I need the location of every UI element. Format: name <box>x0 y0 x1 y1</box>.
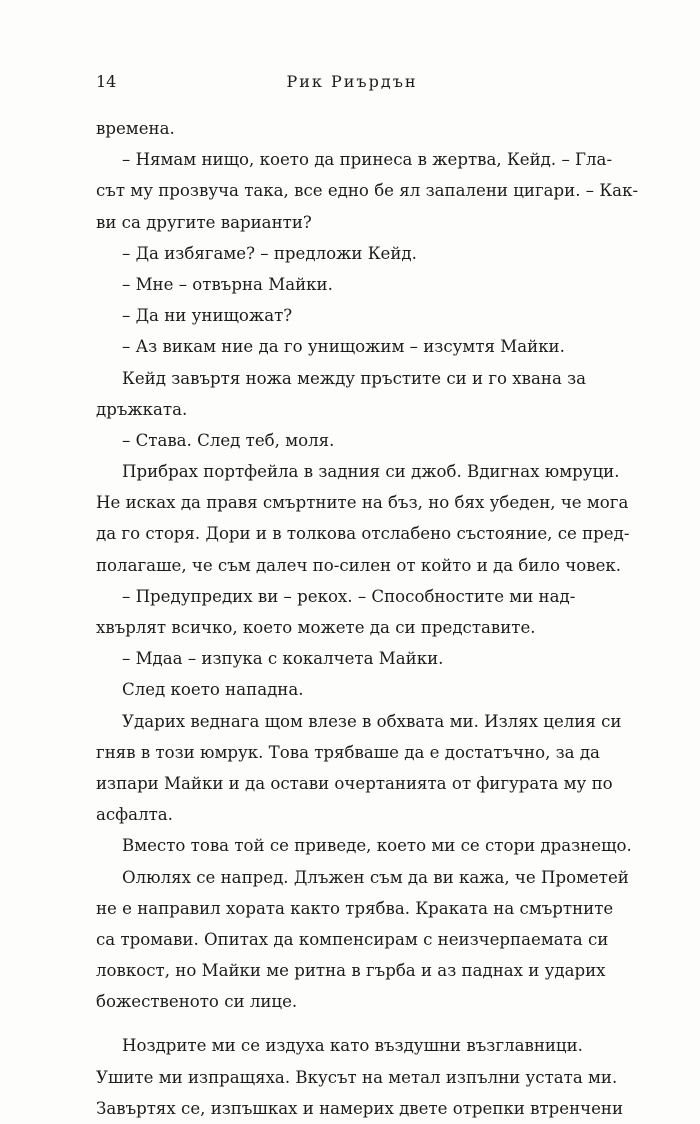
body-text <box>96 113 639 1124</box>
text-line: сът му прозвуча така, все едно бе ял запалени цигари. – Как- <box>96 181 639 201</box>
running-title: Рик Риърдън <box>286 72 418 91</box>
text-line: Прибрах портфейла в задния си джоб. Вдигнах юмруци. <box>122 462 620 482</box>
text-line: времена. <box>96 119 175 138</box>
text-line: ви са другите варианти? <box>96 212 312 232</box>
text-line: – Мдаа – изпука с кокалчета Майки. <box>122 649 444 669</box>
text-line: – Предупредих ви – рекох. – Способностите ми над- <box>122 586 576 606</box>
text-line: асфалта. <box>96 805 173 825</box>
text-line: хвърлят всичко, което можете да си представите. <box>96 618 536 637</box>
text-line: божественото си лице. <box>96 992 298 1012</box>
text-line: гняв в този юмрук. Това трябваше да е достатъчно, за да <box>96 742 600 762</box>
text-line: – Нямам нищо, което да принеса в жертва, Кейд. – Гла- <box>122 150 613 170</box>
page-header <box>96 72 608 96</box>
text-line: Не исках да правя смъртните на бъз, но бях убеден, че мога <box>96 493 629 513</box>
text-line: Ушите ми изпращяха. Вкусът на метал изпълни устата ми. <box>96 1067 618 1087</box>
text-line: Олюлях се напред. Длъжен съм да ви кажа, че Прометей <box>122 867 629 887</box>
text-line: – Да избягаме? – предложи Кейд. <box>122 243 417 263</box>
text-line: – Мне – отвърна Майки. <box>122 274 333 294</box>
text-line: След което нападна. <box>122 680 304 700</box>
text-line: – Да ни унищожат? <box>122 306 293 326</box>
text-line: дръжката. <box>96 399 188 419</box>
text-line: полагаше, че съм далеч по-силен от който и да било човек. <box>96 555 622 575</box>
text-line: ловкост, но Майки ме ритна в гърба и аз паднах и ударих <box>96 961 606 981</box>
page-number: 14 <box>96 72 117 91</box>
section-gap <box>96 1017 608 1030</box>
text-line: Ударих веднага щом влезе в обхвата ми. Излях целия си <box>122 711 622 731</box>
text-line: Кейд завъртя ножа между пръстите си и го хвана за <box>122 368 587 388</box>
text-line: Ноздрите ми се издуха като въздушни възглавници. <box>122 1036 583 1056</box>
text-line: – Става. След теб, моля. <box>122 430 335 450</box>
text-line: изпари Майки и да остави очертанията от фигурата му по <box>96 773 613 793</box>
text-line: Вместо това той се приведе, което ми се стори дразнещо. <box>122 836 632 856</box>
text-line: – Аз викам ние да го унищожим – изсумтя Майки. <box>122 337 565 357</box>
text-line: са тромави. Опитах да компенсирам с неизчерпаемата си <box>96 929 609 949</box>
text-line: Завъртях се, изпъшках и намерих двете отрепки втренчени <box>96 1098 624 1118</box>
text-line: да го сторя. Дори и в толкова отслабено състояние, се пред- <box>96 524 630 544</box>
text-line: не е направил хората както трябва. Краката на смъртните <box>96 898 614 918</box>
